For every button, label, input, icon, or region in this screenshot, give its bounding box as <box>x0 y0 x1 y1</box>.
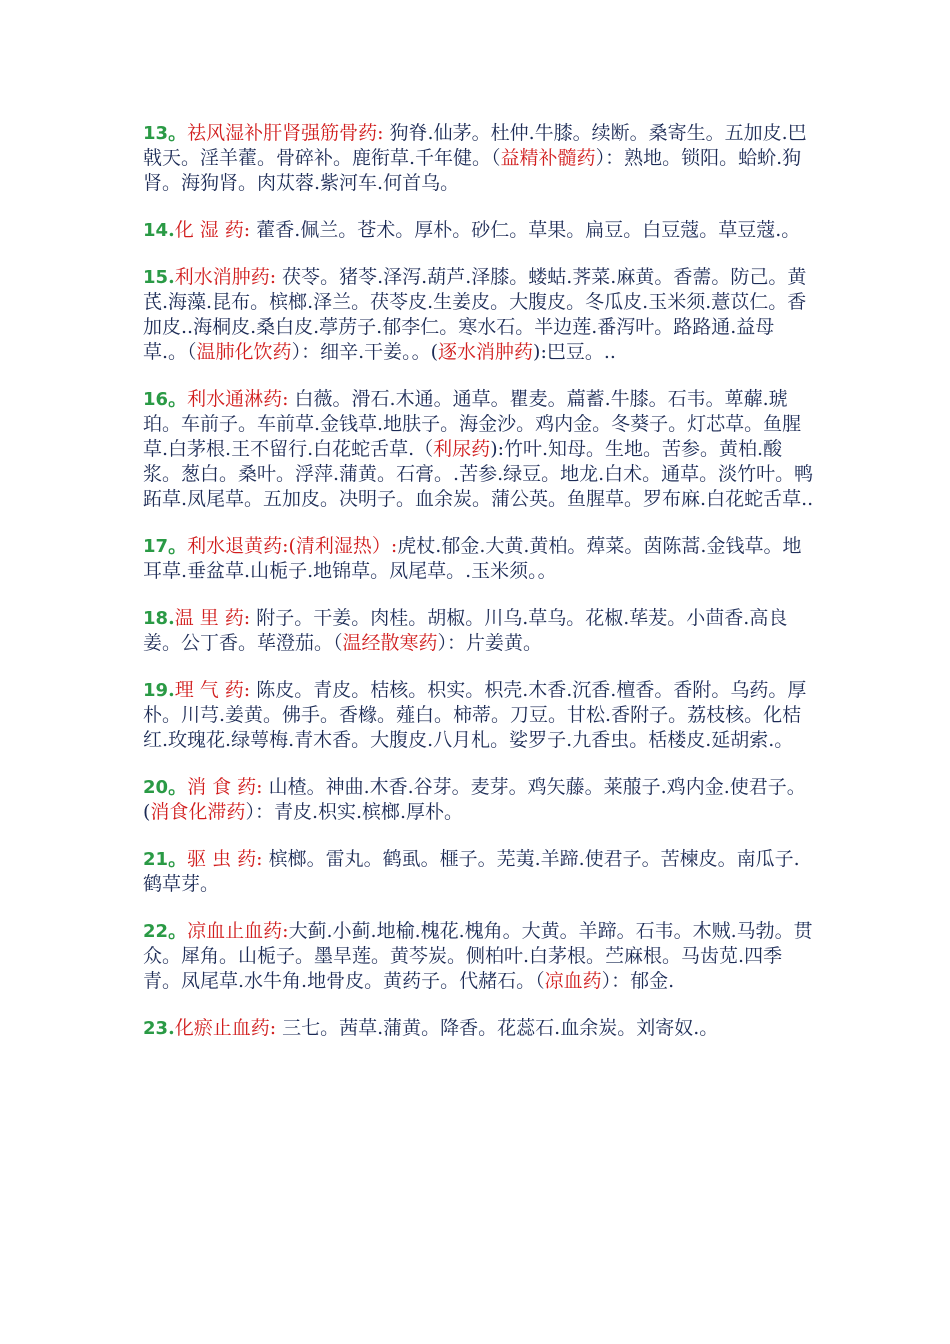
entry-number: 23 <box>143 1018 169 1039</box>
herb-list: 陈皮。青皮。桔核。枳实。枳壳.木香.沉香.檀香。香附。乌药。厚朴。川芎.姜黄。佛手。香橼。薤白。柿蒂。刀豆。甘松.香附子。荔枝核。化桔红.玫瑰花.绿萼梅.青木香。大腹皮.八月札。娑罗子.九香虫。栝楼皮.延胡索.。 <box>143 679 807 751</box>
category-title: 温 里 药: <box>174 607 251 629</box>
subcategory-title: 消食化滞药 <box>150 801 246 823</box>
category-title: 化 湿 药: <box>174 219 251 241</box>
document-page <box>143 121 815 1063</box>
entry-13: 13。祛风湿补肝肾强筋骨药: 狗脊.仙茅。杜仲.牛膝。续断。桑寄生。五加皮.巴戟天。淫羊藿。骨碎补。鹿衔草.千年健。（益精补髓药）：熟地。锁阳。蛤蚧.狗肾。海狗肾。肉苁蓉.紫河车.何首乌。 <box>143 122 807 194</box>
category-title: 凉血止血药: <box>187 920 289 942</box>
subcategory-title: 温经散寒药 <box>342 632 438 654</box>
herb-list: 藿香.佩兰。苍术。厚朴。砂仁。草果。扁豆。白豆蔻。草豆蔻.。 <box>250 219 801 241</box>
entry-number: 17 <box>143 536 169 557</box>
entry-21: 21。驱 虫 药: 槟榔。雷丸。鹤虱。榧子。芜荑.羊蹄.使君子。苦楝皮。南瓜子.鹤草芽。 <box>143 848 800 895</box>
entry-23: 23.化瘀止血药: 三七。茜草.蒲黄。降香。花蕊石.血余炭。刘寄奴.。 <box>143 1017 719 1039</box>
entry-number: 14 <box>143 220 169 241</box>
entry-22: 22。凉血止血药:大蓟.小蓟.地榆.槐花.槐角。大黄。羊蹄。石韦。木贼.马勃。贯众。犀角。山栀子。墨旱莲。黄芩炭。侧柏叶.白茅根。苎麻根。马齿苋.四季青。凤尾草.水牛角.地骨皮。黄药子。代赭石。（凉血药）：郁金. <box>143 920 813 992</box>
herb-list: 槟榔。雷丸。鹤虱。榧子。芜荑.羊蹄.使君子。苦楝皮。南瓜子.鹤草芽。 <box>143 848 800 895</box>
subcategory-title: 利尿药 <box>433 438 491 460</box>
subcategory-title: 逐水消肿药 <box>438 341 534 363</box>
subcategory-title: 益精补髓药 <box>500 147 596 169</box>
entry-number: 21 <box>143 849 169 870</box>
herb-list: ）：片姜黄。 <box>437 632 543 654</box>
herb-list: ):巴豆。.. <box>533 341 616 363</box>
entry-number: 13 <box>143 123 169 144</box>
category-title: 利水通淋药: <box>187 388 289 410</box>
category-title: 利水退黄药:(清利湿热）: <box>187 535 398 557</box>
entry-17: 17。利水退黄药:(清利湿热）:虎杖.郁金.大黄.黄柏。蔊菜。茵陈蒿.金钱草。地耳草.垂盆草.山栀子.地锦草。凤尾草。.玉米须。。 <box>143 535 802 582</box>
herb-list: ）：细辛.干姜。。( <box>291 341 439 363</box>
category-title: 化瘀止血药: <box>174 1017 277 1039</box>
entry-number: 15 <box>143 267 169 288</box>
herb-list: ）：青皮.枳实.槟榔.厚朴。 <box>245 801 464 823</box>
entry-15: 15.利水消肿药: 茯苓。猪苓.泽泻.葫芦.泽膝。蝼蛄.荠菜.麻黄。香薷。防己。黄芪.海藻.昆布。槟榔.泽兰。茯苓皮.生姜皮。大腹皮。冬瓜皮.玉米须.薏苡仁。香加皮..海桐皮.桑白皮.葶苈子.郁李仁。寒水石。半边莲.番泻叶。路路通.益母草.。（温肺化饮药）：细辛.干姜。。(逐水消肿药):巴豆。.. <box>143 266 807 363</box>
herb-list: ):竹叶.知母。生地。苦参。黄柏.酸浆。葱白。桑叶。浮萍.蒲黄。石膏。.苦参.绿豆。地龙.白术。通草。淡竹叶。鸭跖草.凤尾草。五加皮。决明子。血余炭。蒲公英。鱼腥草。罗布麻.白花蛇舌草.. <box>143 438 814 510</box>
herb-list: 白薇。滑石.木通。通草。瞿麦。萹蓄.牛膝。石韦。萆薢.琥珀。车前子。车前草.金钱草.地肤子。海金沙。鸡内金。冬葵子。灯芯草。鱼腥草.白茅根.王不留行.白花蛇舌草.（ <box>143 388 802 460</box>
herb-list: 茯苓。猪苓.泽泻.葫芦.泽膝。蝼蛄.荠菜.麻黄。香薷。防己。黄芪.海藻.昆布。槟榔.泽兰。茯苓皮.生姜皮。大腹皮。冬瓜皮.玉米须.薏苡仁。香加皮..海桐皮.桑白皮.葶苈子.郁李仁。寒水石。半边莲.番泻叶。路路通.益母草.。（ <box>143 266 807 363</box>
category-title: 理 气 药: <box>174 679 251 701</box>
entry-number: 19 <box>143 680 169 701</box>
entry-19: 19.理 气 药: 陈皮。青皮。桔核。枳实。枳壳.木香.沉香.檀香。香附。乌药。厚朴。川芎.姜黄。佛手。香橼。薤白。柿蒂。刀豆。甘松.香附子。荔枝核。化桔红.玫瑰花.绿萼梅.青木香。大腹皮.八月札。娑罗子.九香虫。栝楼皮.延胡索.。 <box>143 679 807 751</box>
herb-list: 大蓟.小蓟.地榆.槐花.槐角。大黄。羊蹄。石韦。木贼.马勃。贯众。犀角。山栀子。墨旱莲。黄芩炭。侧柏叶.白茅根。苎麻根。马齿苋.四季青。凤尾草.水牛角.地骨皮。黄药子。代赭石。（ <box>143 920 813 992</box>
category-title: 祛风湿补肝肾强筋骨药: <box>187 122 384 144</box>
entry-number: 22 <box>143 921 169 942</box>
herb-list: ）：郁金. <box>601 970 675 992</box>
entry-20: 20。消 食 药: 山楂。神曲.木香.谷芽。麦芽。鸡矢藤。莱菔子.鸡内金.使君子。(消食化滞药）：青皮.枳实.槟榔.厚朴。 <box>143 776 806 823</box>
subcategory-title: 温肺化饮药 <box>196 341 292 363</box>
herb-list: ）：熟地。锁阳。蛤蚧.狗肾。海狗肾。肉苁蓉.紫河车.何首乌。 <box>143 147 802 194</box>
category-title: 驱 虫 药: <box>187 848 263 870</box>
entry-number: 16 <box>143 389 169 410</box>
entry-14: 14.化 湿 药: 藿香.佩兰。苍术。厚朴。砂仁。草果。扁豆。白豆蔻。草豆蔻.。 <box>143 219 801 241</box>
category-title: 消 食 药: <box>187 776 263 798</box>
subcategory-title: 凉血药 <box>544 970 602 992</box>
entry-18: 18.温 里 药: 附子。干姜。肉桂。胡椒。川乌.草乌。花椒.荜茇。小茴香.高良姜。公丁香。荜澄茄。（温经散寒药）：片姜黄。 <box>143 607 788 654</box>
herb-list: 山楂。神曲.木香.谷芽。麦芽。鸡矢藤。莱菔子.鸡内金.使君子。( <box>143 776 806 823</box>
entry-16: 16。利水通淋药: 白薇。滑石.木通。通草。瞿麦。萹蓄.牛膝。石韦。萆薢.琥珀。车前子。车前草.金钱草.地肤子。海金沙。鸡内金。冬葵子。灯芯草。鱼腥草.白茅根.王不留行.白花蛇舌草.（利尿药):竹叶.知母。生地。苦参。黄柏.酸浆。葱白。桑叶。浮萍.蒲黄。石膏。.苦参.绿豆。地龙.白术。通草。淡竹叶。鸭跖草.凤尾草。五加皮。决明子。血余炭。蒲公英。鱼腥草。罗布麻.白花蛇舌草.. <box>143 388 814 510</box>
herb-list: 三七。茜草.蒲黄。降香。花蕊石.血余炭。刘寄奴.。 <box>276 1017 719 1039</box>
entry-number: 18 <box>143 608 169 629</box>
category-title: 利水消肿药: <box>174 266 277 288</box>
herb-list: 虎杖.郁金.大黄.黄柏。蔊菜。茵陈蒿.金钱草。地耳草.垂盆草.山栀子.地锦草。凤尾草。.玉米须。。 <box>143 535 802 582</box>
entry-number: 20 <box>143 777 169 798</box>
herb-list: 狗脊.仙茅。杜仲.牛膝。续断。桑寄生。五加皮.巴戟天。淫羊藿。骨碎补。鹿衔草.千年健。（ <box>143 122 807 169</box>
herb-list: 附子。干姜。肉桂。胡椒。川乌.草乌。花椒.荜茇。小茴香.高良姜。公丁香。荜澄茄。（ <box>143 607 788 654</box>
